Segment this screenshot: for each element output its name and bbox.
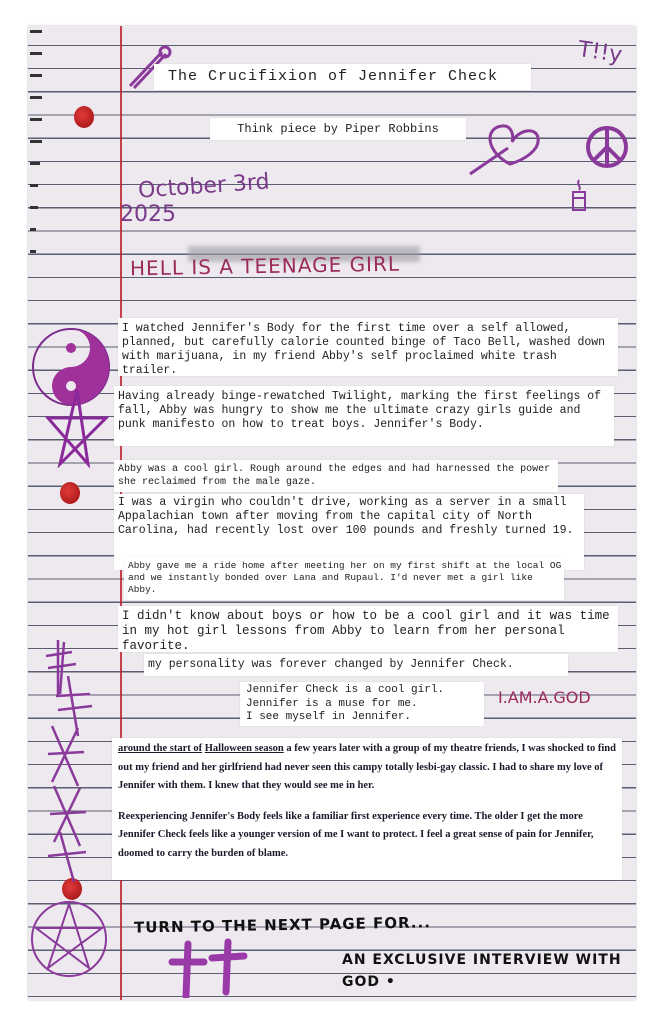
footer-god: GOD •: [342, 974, 396, 990]
poem-block: [240, 682, 484, 726]
hole-punch-top: [74, 106, 94, 128]
top-right-scribble: T!!y: [576, 37, 624, 68]
serif-p1-c: a few years later with a group of my theatre friends, I was shocked to find out my friend and her girlfriend had never seen this campy totally lesbi-gay classic. I had to share my love of Jennifer with them. I knew that they would see me in her.: [118, 743, 616, 791]
pentagram-icon: [28, 898, 110, 980]
paragraph-3: Abby was a cool girl. Rough around the edges and had harnessed the power she reclaimed from the male gaze.: [114, 460, 558, 492]
footer-teaser: TURN TO THE NEXT PAGE FOR...: [133, 913, 432, 937]
date-line-2: 2025: [120, 202, 176, 227]
serif-essay-block: [112, 738, 622, 880]
poem-line-3: I see myself in Jennifer.: [246, 711, 412, 723]
serif-p1-a: around the start of: [118, 743, 203, 754]
date-line-1: October 3rd: [137, 169, 271, 204]
notebook-paper: [28, 26, 636, 1000]
poem-line-1: Jennifer Check is a cool girl.: [246, 684, 445, 696]
paragraph-7: my personality was forever changed by Jennifer Check.: [144, 654, 568, 676]
paragraph-6: I didn't know about boys or how to be a cool girl and it was time in my hot girl lessons from Abby to learn from her personal favorite.: [118, 606, 618, 652]
page-title: The Crucifixion of Jennifer Check: [154, 64, 531, 90]
heart-icon: [466, 112, 550, 176]
spiral-binding: [28, 26, 46, 286]
paragraph-4: I was a virgin who couldn't drive, working as a server in a small Appalachian town after moving from the capital city of North Carolina, had recently lost over 100 pounds and freshly turned 19.: [114, 494, 584, 570]
hole-punch-middle: [60, 482, 80, 504]
god-note: I.AM.A.GOD: [498, 688, 591, 707]
serif-paragraph-1: [118, 740, 616, 796]
star-icon: [44, 388, 110, 468]
paragraph-5: Abby gave me a ride home after meeting her on my first shift at the local OG and we instantly bonded over Lana and Rupaul. I'd never met a girl like Abby.: [124, 556, 564, 600]
serif-paragraph-2: Reexperiencing Jennifer's Body feels like a familiar first experience every time. The older I get the more Jennifer Check feels like a younger version of me I want to protect. I feel a great sense of pain for Jennifer, doomed to carry the burden of blame.: [118, 810, 594, 859]
cross-scribbles-icon: [38, 636, 108, 886]
poem-line-2: Jennifer is a muse for me.: [246, 697, 418, 710]
footer-interview: AN EXCLUSIVE INTERVIEW WITH: [342, 952, 622, 968]
paragraph-1: I watched Jennifer's Body for the first time over a self allowed, planned, but carefully calorie counted binge of Taco Bell, washed down with marijuana, in my friend Abby's self proclaimed white trash trailer.: [118, 318, 618, 376]
peace-sign-icon: [584, 124, 630, 170]
candle-icon: [568, 178, 590, 214]
paragraph-2: Having already binge-rewatched Twilight, marking the first feelings of fall, Abby was hungry to show me the ultimate crazy girls guide and punk manifesto on how to treat boys. Jennifer's Body.: [114, 386, 614, 446]
double-cross-icon: [166, 938, 252, 998]
headline: HELL IS A TEENAGE GIRL: [129, 251, 401, 281]
byline: Think piece by Piper Robbins: [210, 118, 466, 140]
serif-p1-link: Halloween season: [204, 743, 284, 754]
